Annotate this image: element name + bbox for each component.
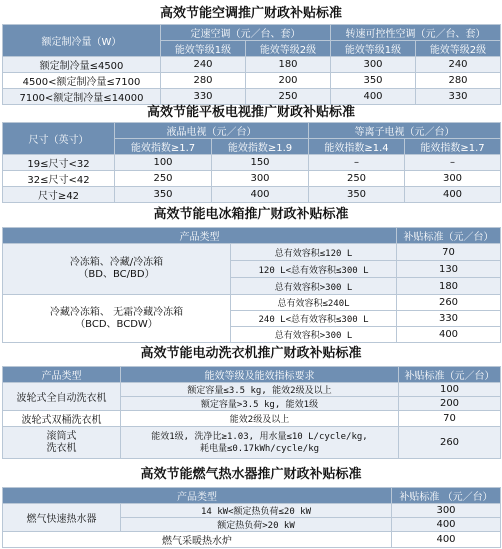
requirement-cell: 能效2级及以上: [121, 411, 399, 427]
cell-value: 100: [115, 155, 212, 171]
cell-value: 100: [399, 383, 501, 397]
condition-cell: 额定热负荷>20 kW: [121, 518, 392, 532]
cell-value: 400: [331, 89, 416, 105]
tv-col-size: 尺寸（英寸）: [3, 123, 115, 155]
cell-value: –: [405, 155, 501, 171]
group-label: 冷冻箱、冷藏/冷冻箱: [69, 257, 164, 268]
cell-value: 250: [115, 171, 212, 187]
washer-subsidy-header: 补贴标准（元／台）: [399, 367, 501, 383]
cell-value: 130: [397, 261, 501, 278]
condition-cell: 总有效容积≤120 L: [231, 244, 397, 261]
row-label: 额定制冷量≤4500: [3, 57, 161, 73]
table-row: [3, 89, 501, 105]
washer-type-header: 产品类型: [3, 367, 121, 383]
ac-level2-header: 能效等级2级: [416, 41, 501, 57]
cell-value: 280: [416, 73, 501, 89]
fridge-group-refrigerator: [3, 295, 231, 343]
fridge-table: [2, 227, 501, 343]
requirement-line: 耗电量≤0.17kWh/cycle/kg: [199, 443, 320, 454]
ac-level1-header: 能效等级1级: [161, 41, 246, 57]
row-label: 19≤尺寸<32: [3, 155, 115, 171]
table-row: [3, 187, 501, 203]
heater-title: 高效节能燃气热水器推广财政补贴标准: [140, 467, 362, 482]
cell-value: 240: [161, 57, 246, 73]
washer-drum-label: [3, 427, 121, 459]
tv-plasma-header: 等离子电视（元／台）: [309, 123, 501, 139]
table-row: [3, 504, 501, 518]
ac-fixed-header: 定速空调（元／台、套）: [161, 25, 331, 41]
table-row: [3, 171, 501, 187]
tv-index-header: 能效指数≥1.9: [212, 139, 309, 155]
tv-index-header: 能效指数≥1.7: [405, 139, 501, 155]
ac-level1-header: 能效等级1级: [331, 41, 416, 57]
cell-value: 200: [246, 73, 331, 89]
fridge-subsidy-header: 补贴标准（元／台）: [397, 228, 501, 244]
condition-cell: 240 L<总有效容积≤300 L: [231, 311, 397, 327]
cell-value: 70: [399, 411, 501, 427]
washer-title: 高效节能电动洗衣机推广财政补贴标准: [140, 346, 362, 361]
table-row: [3, 57, 501, 73]
cell-value: 260: [397, 295, 501, 311]
row-label: 4500<额定制冷量≤7100: [3, 73, 161, 89]
drum-label-line: 洗衣机: [46, 442, 77, 454]
table-row: [3, 73, 501, 89]
heater-boiler-label: 燃气采暖热水炉: [3, 532, 392, 548]
condition-cell: 总有效容积>300 L: [231, 278, 397, 295]
cell-value: 300: [405, 171, 501, 187]
table-row: [3, 532, 501, 548]
cell-value: 300: [392, 504, 501, 518]
table-row: [3, 155, 501, 171]
fridge-type-header: 产品类型: [3, 228, 397, 244]
tv-index-header: 能效指数≥1.7: [115, 139, 212, 155]
cell-value: 330: [397, 311, 501, 327]
cell-value: 250: [246, 89, 331, 105]
requirement-cell: [121, 427, 399, 459]
cell-value: 200: [399, 397, 501, 411]
cell-value: 300: [331, 57, 416, 73]
fridge-title: 高效节能电冰箱推广财政补贴标准: [153, 207, 349, 222]
tv-lcd-header: 液晶电视（元／台）: [115, 123, 309, 139]
condition-cell: 总有效容积≤240L: [231, 295, 397, 311]
ac-table: [2, 24, 501, 105]
cell-value: –: [309, 155, 405, 171]
condition-cell: 120 L<总有效容积≤300 L: [231, 261, 397, 278]
cell-value: 400: [392, 532, 501, 548]
washer-req-header: 能效等级及能效指标要求: [121, 367, 399, 383]
cell-value: 350: [309, 187, 405, 203]
cell-value: 400: [397, 327, 501, 343]
ac-col-capacity: 额定制冷量（W）: [3, 25, 161, 57]
group-label: 冷藏冷冻箱、 无霜冷藏冷冻箱: [49, 306, 184, 318]
cell-value: 400: [212, 187, 309, 203]
ac-inverter-header: 转速可控性空调（元／台、套）: [331, 25, 501, 41]
cell-value: 330: [161, 89, 246, 105]
row-label: 7100<额定制冷量≤14000: [3, 89, 161, 105]
cell-value: 350: [331, 73, 416, 89]
table-row: [3, 411, 501, 427]
group-label: （BD、BC/BD）: [78, 269, 155, 280]
tv-title: 高效节能平板电视推广财政补贴标准: [146, 105, 355, 120]
cell-value: 280: [161, 73, 246, 89]
fridge-group-freezer: [3, 244, 231, 295]
cell-value: 240: [416, 57, 501, 73]
cell-value: 180: [246, 57, 331, 73]
table-row: [3, 295, 501, 311]
row-label: 32≤尺寸<42: [3, 171, 115, 187]
table-row: [3, 383, 501, 397]
requirement-cell: 额定容量≤3.5 kg, 能效2级及以上: [121, 383, 399, 397]
washer-twin-label: 波轮式双桶洗衣机: [3, 411, 121, 427]
table-row: [3, 427, 501, 459]
washer-table: [2, 366, 501, 459]
table-row: [3, 244, 501, 261]
cell-value: 180: [397, 278, 501, 295]
requirement-line: 能效1级, 洗净比≥1.03, 用水量≤10 L/cycle/kg,: [151, 431, 368, 442]
group-label: （BCD、BCDW）: [75, 318, 158, 330]
cell-value: 250: [309, 171, 405, 187]
ac-title: 高效节能空调推广财政补贴标准: [159, 6, 342, 21]
row-label: 尺寸≥42: [3, 187, 115, 203]
cell-value: 150: [212, 155, 309, 171]
requirement-cell: 额定容量>3.5 kg, 能效1级: [121, 397, 399, 411]
cell-value: 350: [115, 187, 212, 203]
condition-cell: 总有效容积>300 L: [231, 327, 397, 343]
heater-subsidy-header: 补贴标准 （元／台）: [392, 488, 501, 504]
cell-value: 300: [212, 171, 309, 187]
cell-value: 400: [392, 518, 501, 532]
ac-level2-header: 能效等级2级: [246, 41, 331, 57]
cell-value: 260: [399, 427, 501, 459]
cell-value: 70: [397, 244, 501, 261]
drum-label-line: 滚筒式: [46, 430, 77, 442]
tv-table: [2, 122, 501, 203]
condition-cell: 14 kW<额定热负荷≤20 kW: [121, 504, 392, 518]
cell-value: 330: [416, 89, 501, 105]
cell-value: 400: [405, 187, 501, 203]
heater-table: [2, 487, 501, 548]
heater-type-header: 产品类型: [3, 488, 392, 504]
tv-index-header: 能效指数≥1.4: [309, 139, 405, 155]
washer-auto-label: 波轮式全自动洗衣机: [3, 383, 121, 411]
heater-fast-label: 燃气快速热水器: [3, 504, 121, 532]
